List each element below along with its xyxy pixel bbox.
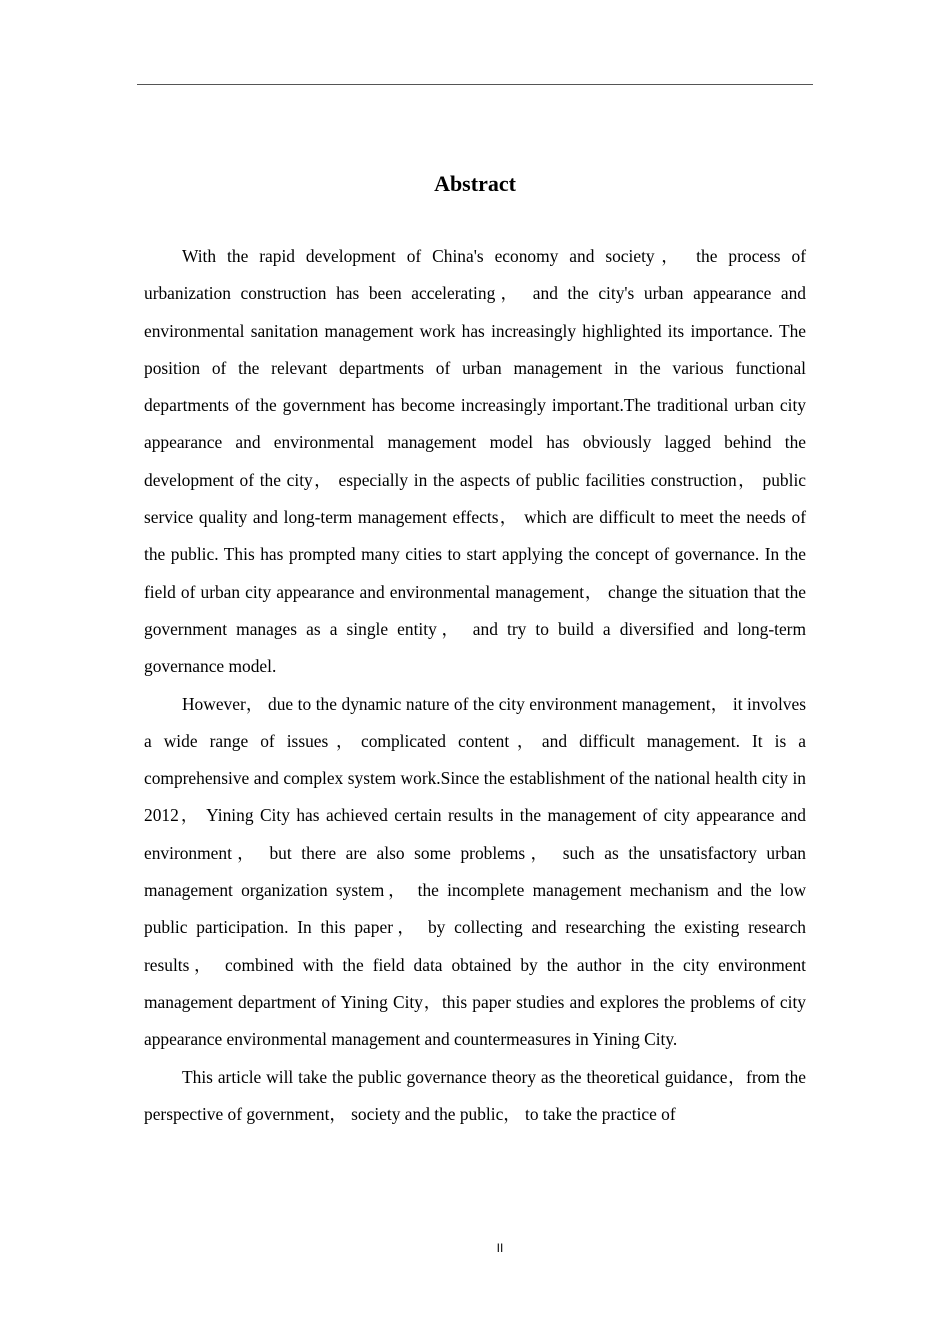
header-rule — [137, 84, 813, 85]
page-title: Abstract — [434, 171, 516, 196]
abstract-body — [144, 238, 806, 1133]
abstract-paragraph-2: However， due to the dynamic nature of the city environment management， it involves a wide range of issues，complicated content，and difficult management. It is a comprehensive and complex system work.Since the establishment of the national health city in 2012， Yining City has achieved certain results in the management of city appearance and environment， but there are also some problems， such as the unsatisfactory urban management organization system， the incomplete management mechanism and the low public participation. In this paper， by collecting and researching the existing research results， combined with the field data obtained by the author in the city environment management department of Yining City，this paper studies and explores the problems of city appearance environmental management and countermeasures in Yining City. — [144, 693, 806, 1050]
abstract-paragraph-3: This article will take the public governance theory as the theoretical guidance，from the perspective of government， society and the public， to take the practice of — [144, 1066, 806, 1124]
abstract-paragraph-1: With the rapid development of China's economy and society， the process of urbanization construction has been accelerating， and the city's urban appearance and environmental sanitation management work has increasingly highlighted its importance. The position of the relevant departments of urban management in the various functional departments of the government has become increasingly important.The traditional urban city appearance and environmental management model has obviously lagged behind the development of the city， especially in the aspects of public facilities construction， public service quality and long-term management effects， which are difficult to meet the needs of the public. This has prompted many cities to start applying the concept of governance. In the field of urban city appearance and environmental management， change the situation that the government manages as a single entity， and try to build a diversified and long-term governance model. — [144, 246, 806, 677]
page-number: II — [496, 1241, 504, 1255]
